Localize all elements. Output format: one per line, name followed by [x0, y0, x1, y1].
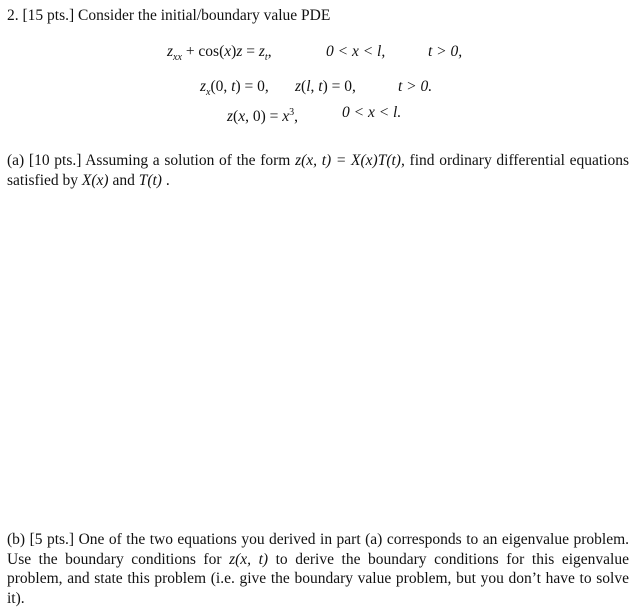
- bc-left: $z_x(0$, t) = 0,: [200, 78, 269, 99]
- problem-header: [7, 6, 330, 25]
- problem-number: 2.: [7, 7, 19, 24]
- part-b-zxt: z(x, t): [229, 550, 269, 568]
- bc-domain-t: t > 0.: [398, 78, 433, 95]
- part-a-period: .: [165, 171, 170, 189]
- part-a-text-1: Assuming a solution of the form: [85, 152, 291, 169]
- part-a-points: [10 pts.]: [28, 152, 82, 169]
- part-a-X: X(x): [81, 171, 109, 189]
- part-a-text: [7, 151, 629, 190]
- initial-condition: z(x, $0) = x^3$,: [227, 107, 299, 126]
- problem-points: [15 pts.]: [22, 7, 75, 24]
- part-a-form: z(x, t) = X(x)T(t),: [295, 152, 405, 169]
- part-a-label: (a): [7, 152, 25, 169]
- part-b-text-1: One of the two equations you derived in part (a) corresponds to an eigenvalue problem. Use the boundary conditions for: [7, 531, 629, 568]
- pde-domain-x: 0 < x < l,: [326, 43, 386, 60]
- problem-intro: Consider the initial/boundary value PDE: [78, 7, 331, 24]
- part-b-text: [7, 530, 629, 608]
- part-a-and: and: [112, 171, 135, 189]
- pde-equation: $z_{xx} + \cos(x)z = z_t$,: [167, 43, 272, 64]
- part-b-points: [5 pts.]: [29, 531, 75, 548]
- part-b-label: (b): [7, 531, 26, 548]
- part-a-T: T(t): [138, 171, 162, 189]
- part-b-text-2: to derive the boundary conditions for this eigenvalue problem, and state this problem (i.e. give the boundary value problem, but you don’t have to solve it).: [7, 550, 629, 607]
- part-a-text-2: find ordinary differential: [409, 152, 565, 169]
- part-a-text-3: equations satisfied by: [7, 152, 630, 189]
- pde-domain-t: t > 0,: [428, 43, 463, 60]
- ic-domain-x: 0 < x < l.: [342, 104, 402, 121]
- bc-right: z(l, t) = 0,: [295, 78, 356, 95]
